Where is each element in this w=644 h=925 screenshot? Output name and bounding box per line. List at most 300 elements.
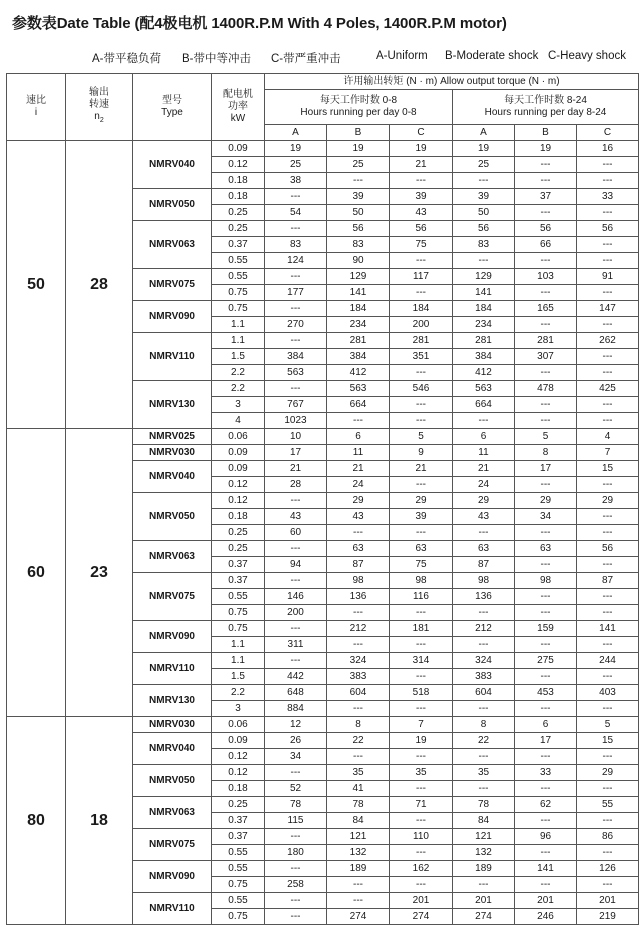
a-0-8-cell: --- [265, 541, 327, 557]
a-8-24-cell: 29 [453, 493, 515, 509]
power-cell: 0.18 [212, 189, 265, 205]
power-cell: 0.12 [212, 493, 265, 509]
power-cell: 0.09 [212, 445, 265, 461]
c-8-24-cell: --- [577, 253, 639, 269]
a-8-24-cell: 324 [453, 653, 515, 669]
power-cell: 0.37 [212, 573, 265, 589]
c-8-24-cell: --- [577, 557, 639, 573]
c-0-8-cell: 314 [390, 653, 453, 669]
c-0-8-cell: --- [390, 253, 453, 269]
table-row [7, 717, 639, 733]
col-c-8-24: C [577, 125, 639, 141]
c-8-24-cell: 16 [577, 141, 639, 157]
a-0-8-cell: --- [265, 301, 327, 317]
model-cell: NMRV063 [133, 541, 212, 573]
a-8-24-cell: 201 [453, 893, 515, 909]
a-0-8-cell: 54 [265, 205, 327, 221]
c-8-24-cell: 7 [577, 445, 639, 461]
c-0-8-cell: 181 [390, 621, 453, 637]
a-0-8-cell: 38 [265, 173, 327, 189]
b-0-8-cell: 22 [327, 733, 390, 749]
c-8-24-cell: 425 [577, 381, 639, 397]
b-0-8-cell: --- [327, 637, 390, 653]
b-8-24-cell: 307 [515, 349, 577, 365]
a-0-8-cell: --- [265, 893, 327, 909]
c-8-24-cell: 56 [577, 541, 639, 557]
a-0-8-cell: 28 [265, 477, 327, 493]
power-cell: 0.75 [212, 909, 265, 925]
a-0-8-cell: 12 [265, 717, 327, 733]
a-8-24-cell: 11 [453, 445, 515, 461]
a-0-8-cell: --- [265, 653, 327, 669]
power-cell: 0.37 [212, 829, 265, 845]
b-8-24-cell: 103 [515, 269, 577, 285]
c-0-8-cell: --- [390, 669, 453, 685]
c-0-8-cell: --- [390, 285, 453, 301]
model-cell: NMRV110 [133, 333, 212, 381]
power-cell: 0.12 [212, 765, 265, 781]
a-0-8-cell: --- [265, 333, 327, 349]
a-0-8-cell: --- [265, 909, 327, 925]
power-cell: 0.09 [212, 461, 265, 477]
b-8-24-cell: --- [515, 205, 577, 221]
b-8-24-cell: 141 [515, 861, 577, 877]
c-8-24-cell: --- [577, 749, 639, 765]
power-cell: 0.55 [212, 845, 265, 861]
a-0-8-cell: --- [265, 829, 327, 845]
speed-header [66, 74, 133, 141]
c-0-8-cell: --- [390, 781, 453, 797]
hours-0-8-header [265, 90, 453, 125]
a-8-24-cell: 136 [453, 589, 515, 605]
b-0-8-cell: 129 [327, 269, 390, 285]
a-8-24-cell: 383 [453, 669, 515, 685]
c-8-24-cell: 29 [577, 493, 639, 509]
c-0-8-cell: 19 [390, 733, 453, 749]
b-8-24-cell: 29 [515, 493, 577, 509]
b-8-24-cell: --- [515, 173, 577, 189]
b-8-24-cell: 165 [515, 301, 577, 317]
c-0-8-cell: --- [390, 173, 453, 189]
legend-c-cn: C-带严重冲击 [271, 53, 341, 65]
model-cell: NMRV040 [133, 733, 212, 765]
a-8-24-cell: 22 [453, 733, 515, 749]
c-0-8-cell: 21 [390, 461, 453, 477]
hours-8-24-header [453, 90, 639, 125]
a-8-24-cell: 184 [453, 301, 515, 317]
model-cell: NMRV063 [133, 221, 212, 269]
a-8-24-cell: 664 [453, 397, 515, 413]
a-8-24-cell: 43 [453, 509, 515, 525]
model-cell: NMRV075 [133, 269, 212, 301]
b-8-24-cell: --- [515, 749, 577, 765]
c-8-24-cell: --- [577, 413, 639, 429]
a-8-24-cell: 384 [453, 349, 515, 365]
a-0-8-cell: --- [265, 189, 327, 205]
a-0-8-cell: --- [265, 765, 327, 781]
b-8-24-cell: 56 [515, 221, 577, 237]
power-cell: 1.1 [212, 653, 265, 669]
power-cell: 0.75 [212, 621, 265, 637]
table-row [7, 141, 639, 157]
c-0-8-cell: --- [390, 413, 453, 429]
legend-a-cn: A-带平稳负荷 [92, 53, 161, 65]
c-0-8-cell: --- [390, 525, 453, 541]
torque-header: 许用输出转矩 (N · m) Allow output torque (N · m) [265, 74, 639, 90]
a-8-24-cell: 8 [453, 717, 515, 733]
b-8-24-cell: 17 [515, 461, 577, 477]
a-8-24-cell: 56 [453, 221, 515, 237]
power-cell: 0.18 [212, 509, 265, 525]
c-0-8-cell: 200 [390, 317, 453, 333]
c-8-24-cell: 147 [577, 301, 639, 317]
c-8-24-cell: 87 [577, 573, 639, 589]
power-cell: 0.55 [212, 861, 265, 877]
c-8-24-cell: 244 [577, 653, 639, 669]
c-8-24-cell: --- [577, 397, 639, 413]
model-cell: NMRV050 [133, 189, 212, 221]
b-8-24-cell: 478 [515, 381, 577, 397]
a-0-8-cell: --- [265, 861, 327, 877]
power-cell: 0.25 [212, 797, 265, 813]
model-cell: NMRV025 [133, 429, 212, 445]
b-0-8-cell: 121 [327, 829, 390, 845]
b-8-24-cell: 159 [515, 621, 577, 637]
b-0-8-cell: --- [327, 173, 390, 189]
c-0-8-cell: 117 [390, 269, 453, 285]
c-0-8-cell: 546 [390, 381, 453, 397]
ratio-cell: 50 [7, 141, 66, 429]
b-8-24-cell: --- [515, 813, 577, 829]
b-0-8-cell: --- [327, 525, 390, 541]
power-cell: 0.25 [212, 541, 265, 557]
power-header-cn2: 功率 [228, 101, 248, 112]
model-cell: NMRV030 [133, 445, 212, 461]
b-0-8-cell: 43 [327, 509, 390, 525]
b-8-24-cell: --- [515, 669, 577, 685]
power-cell: 0.18 [212, 173, 265, 189]
b-8-24-cell: 66 [515, 237, 577, 253]
c-0-8-cell: 39 [390, 189, 453, 205]
a-0-8-cell: 270 [265, 317, 327, 333]
a-0-8-cell: 26 [265, 733, 327, 749]
power-cell: 0.55 [212, 589, 265, 605]
col-b-8-24: B [515, 125, 577, 141]
c-0-8-cell: 9 [390, 445, 453, 461]
a-8-24-cell: 78 [453, 797, 515, 813]
a-0-8-cell: 200 [265, 605, 327, 621]
c-0-8-cell: 19 [390, 141, 453, 157]
b-0-8-cell: 63 [327, 541, 390, 557]
a-8-24-cell: --- [453, 173, 515, 189]
b-0-8-cell: 384 [327, 349, 390, 365]
b-0-8-cell: 98 [327, 573, 390, 589]
b-0-8-cell: --- [327, 605, 390, 621]
a-0-8-cell: 124 [265, 253, 327, 269]
b-0-8-cell: 412 [327, 365, 390, 381]
c-0-8-cell: 21 [390, 157, 453, 173]
b-0-8-cell: 132 [327, 845, 390, 861]
b-8-24-cell: --- [515, 525, 577, 541]
a-8-24-cell: 87 [453, 557, 515, 573]
a-8-24-cell: --- [453, 701, 515, 717]
a-0-8-cell: 1023 [265, 413, 327, 429]
c-8-24-cell: 4 [577, 429, 639, 445]
power-cell: 1.1 [212, 333, 265, 349]
b-8-24-cell: --- [515, 605, 577, 621]
model-cell: NMRV050 [133, 493, 212, 541]
a-8-24-cell: 24 [453, 477, 515, 493]
c-0-8-cell: --- [390, 637, 453, 653]
c-0-8-cell: --- [390, 813, 453, 829]
power-cell: 0.18 [212, 781, 265, 797]
table-body [7, 141, 639, 925]
b-0-8-cell: --- [327, 413, 390, 429]
model-cell: NMRV040 [133, 461, 212, 493]
b-0-8-cell: 29 [327, 493, 390, 509]
c-0-8-cell: 5 [390, 429, 453, 445]
b-0-8-cell: 84 [327, 813, 390, 829]
b-8-24-cell: --- [515, 285, 577, 301]
model-cell: NMRV030 [133, 717, 212, 733]
c-0-8-cell: 56 [390, 221, 453, 237]
a-0-8-cell: 146 [265, 589, 327, 605]
b-8-24-cell: 17 [515, 733, 577, 749]
b-8-24-cell: --- [515, 317, 577, 333]
b-0-8-cell: 78 [327, 797, 390, 813]
model-cell: NMRV090 [133, 861, 212, 893]
b-8-24-cell: 8 [515, 445, 577, 461]
power-cell: 0.55 [212, 253, 265, 269]
b-8-24-cell: 6 [515, 717, 577, 733]
ratio-header-sym: i [34, 107, 38, 118]
b-8-24-cell: 96 [515, 829, 577, 845]
power-header-unit: kW [230, 113, 246, 124]
a-8-24-cell: 50 [453, 205, 515, 221]
b-0-8-cell: 56 [327, 221, 390, 237]
c-8-24-cell: 15 [577, 461, 639, 477]
b-0-8-cell: 8 [327, 717, 390, 733]
c-8-24-cell: 91 [577, 269, 639, 285]
a-0-8-cell: 442 [265, 669, 327, 685]
c-0-8-cell: 35 [390, 765, 453, 781]
power-cell: 0.55 [212, 893, 265, 909]
page-title: 参数表Date Table (配4极电机 1400R.P.M With 4 Poles, 1400R.P.M motor) [12, 15, 507, 32]
c-8-24-cell: 86 [577, 829, 639, 845]
b-8-24-cell: --- [515, 413, 577, 429]
b-8-24-cell: 246 [515, 909, 577, 925]
a-0-8-cell: 311 [265, 637, 327, 653]
a-0-8-cell: --- [265, 381, 327, 397]
ratio-cell: 60 [7, 429, 66, 717]
power-cell: 0.25 [212, 221, 265, 237]
b-8-24-cell: 281 [515, 333, 577, 349]
a-8-24-cell: 132 [453, 845, 515, 861]
legend-a-en: A-Uniform [376, 50, 428, 62]
b-8-24-cell: 275 [515, 653, 577, 669]
power-cell: 1.5 [212, 349, 265, 365]
load-legend [0, 50, 644, 66]
model-cell: NMRV040 [133, 141, 212, 189]
c-0-8-cell: 39 [390, 509, 453, 525]
power-cell: 0.37 [212, 237, 265, 253]
type-header-cn: 型号 [162, 95, 182, 106]
a-0-8-cell: 648 [265, 685, 327, 701]
hours-8-24-cn: 每天工作时数 8-24 [504, 95, 587, 106]
a-8-24-cell: 19 [453, 141, 515, 157]
legend-b-cn: B-带中等冲击 [182, 53, 251, 65]
power-cell: 0.06 [212, 717, 265, 733]
a-0-8-cell: 43 [265, 509, 327, 525]
a-8-24-cell: --- [453, 877, 515, 893]
c-8-24-cell: 33 [577, 189, 639, 205]
a-8-24-cell: 141 [453, 285, 515, 301]
a-8-24-cell: --- [453, 749, 515, 765]
power-header [212, 74, 265, 141]
c-8-24-cell: 141 [577, 621, 639, 637]
c-0-8-cell: --- [390, 477, 453, 493]
a-0-8-cell: 60 [265, 525, 327, 541]
c-8-24-cell: --- [577, 509, 639, 525]
c-8-24-cell: --- [577, 605, 639, 621]
speed-header-sym [68, 111, 130, 127]
b-8-24-cell: --- [515, 589, 577, 605]
power-header-cn1: 配电机 [223, 89, 253, 100]
b-8-24-cell: --- [515, 397, 577, 413]
power-cell: 4 [212, 413, 265, 429]
speed-header-cn1: 输出 [89, 87, 109, 98]
c-0-8-cell: 98 [390, 573, 453, 589]
a-8-24-cell: 6 [453, 429, 515, 445]
a-0-8-cell: 52 [265, 781, 327, 797]
a-8-24-cell: 63 [453, 541, 515, 557]
a-8-24-cell: --- [453, 605, 515, 621]
a-0-8-cell: --- [265, 621, 327, 637]
b-8-24-cell: 37 [515, 189, 577, 205]
b-0-8-cell: 25 [327, 157, 390, 173]
power-cell: 0.37 [212, 813, 265, 829]
a-8-24-cell: 84 [453, 813, 515, 829]
a-8-24-cell: --- [453, 637, 515, 653]
speed-header-cn2: 转速 [89, 99, 109, 110]
col-a-0-8: A [265, 125, 327, 141]
a-0-8-cell: 10 [265, 429, 327, 445]
c-0-8-cell: 75 [390, 237, 453, 253]
a-0-8-cell: --- [265, 493, 327, 509]
model-cell: NMRV130 [133, 685, 212, 717]
c-8-24-cell: --- [577, 589, 639, 605]
b-8-24-cell: --- [515, 253, 577, 269]
a-0-8-cell: 258 [265, 877, 327, 893]
a-8-24-cell: --- [453, 781, 515, 797]
c-8-24-cell: --- [577, 173, 639, 189]
a-8-24-cell: 189 [453, 861, 515, 877]
model-cell: NMRV110 [133, 653, 212, 685]
col-a-8-24: A [453, 125, 515, 141]
model-cell: NMRV130 [133, 381, 212, 429]
c-8-24-cell: --- [577, 669, 639, 685]
c-8-24-cell: --- [577, 525, 639, 541]
c-8-24-cell: --- [577, 845, 639, 861]
c-8-24-cell: 56 [577, 221, 639, 237]
c-0-8-cell: 201 [390, 893, 453, 909]
type-header-en: Type [161, 107, 183, 118]
b-0-8-cell: 35 [327, 765, 390, 781]
a-0-8-cell: --- [265, 221, 327, 237]
c-0-8-cell: 274 [390, 909, 453, 925]
c-0-8-cell: 184 [390, 301, 453, 317]
a-8-24-cell: 35 [453, 765, 515, 781]
a-8-24-cell: --- [453, 525, 515, 541]
c-0-8-cell: --- [390, 845, 453, 861]
c-0-8-cell: 518 [390, 685, 453, 701]
a-8-24-cell: 412 [453, 365, 515, 381]
c-8-24-cell: 5 [577, 717, 639, 733]
a-0-8-cell: --- [265, 269, 327, 285]
b-8-24-cell: 201 [515, 893, 577, 909]
c-0-8-cell: 43 [390, 205, 453, 221]
c-0-8-cell: --- [390, 605, 453, 621]
b-0-8-cell: --- [327, 701, 390, 717]
c-8-24-cell: --- [577, 477, 639, 493]
b-8-24-cell: 453 [515, 685, 577, 701]
b-8-24-cell: 62 [515, 797, 577, 813]
b-0-8-cell: 281 [327, 333, 390, 349]
a-8-24-cell: --- [453, 413, 515, 429]
a-0-8-cell: 180 [265, 845, 327, 861]
power-cell: 0.75 [212, 877, 265, 893]
power-cell: 0.25 [212, 205, 265, 221]
b-0-8-cell: --- [327, 877, 390, 893]
b-0-8-cell: 19 [327, 141, 390, 157]
c-8-24-cell: --- [577, 349, 639, 365]
b-0-8-cell: 24 [327, 477, 390, 493]
a-0-8-cell: 177 [265, 285, 327, 301]
speed-cell: 28 [66, 141, 133, 429]
b-0-8-cell: 324 [327, 653, 390, 669]
c-8-24-cell: --- [577, 285, 639, 301]
a-8-24-cell: 234 [453, 317, 515, 333]
a-8-24-cell: 563 [453, 381, 515, 397]
hours-0-8-cn: 每天工作时数 0-8 [319, 95, 398, 106]
power-cell: 0.12 [212, 477, 265, 493]
c-8-24-cell: --- [577, 813, 639, 829]
b-8-24-cell: 63 [515, 541, 577, 557]
a-0-8-cell: 83 [265, 237, 327, 253]
power-cell: 0.12 [212, 749, 265, 765]
b-0-8-cell: 383 [327, 669, 390, 685]
col-c-0-8: C [390, 125, 453, 141]
b-0-8-cell: 141 [327, 285, 390, 301]
c-8-24-cell: --- [577, 205, 639, 221]
power-cell: 0.09 [212, 141, 265, 157]
a-0-8-cell: 115 [265, 813, 327, 829]
b-0-8-cell: 6 [327, 429, 390, 445]
c-8-24-cell: --- [577, 365, 639, 381]
power-cell: 3 [212, 397, 265, 413]
b-0-8-cell: 234 [327, 317, 390, 333]
power-cell: 3 [212, 701, 265, 717]
c-0-8-cell: --- [390, 701, 453, 717]
a-0-8-cell: 384 [265, 349, 327, 365]
c-0-8-cell: 29 [390, 493, 453, 509]
a-0-8-cell: 563 [265, 365, 327, 381]
model-cell: NMRV075 [133, 573, 212, 621]
ratio-cell: 80 [7, 717, 66, 925]
b-8-24-cell: 98 [515, 573, 577, 589]
c-0-8-cell: --- [390, 397, 453, 413]
b-0-8-cell: 11 [327, 445, 390, 461]
